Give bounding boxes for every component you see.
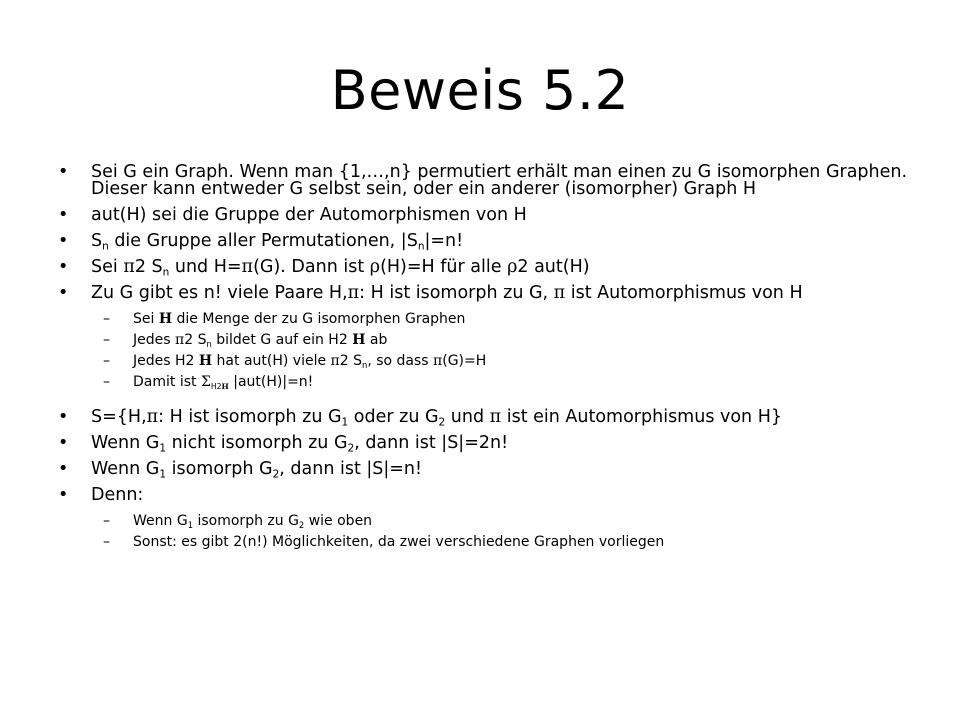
subbullet-each-h: – Jedes H2 H hat aut(H) viele π2 $S_n$, so dass π(G)=H	[58, 353, 918, 369]
subbullet-otherwise: – Sonst: es gibt 2(n!) Möglichkeiten, da zwei verschiedene Graphen vorliegen	[58, 534, 918, 550]
bullet-set-s: • S={H,π: H ist isomorph zu $G_1$ oder zu $G_2$ und π ist ein Automorphismus von H}	[58, 409, 918, 426]
subbullet-each-pi: – Jedes π2 $S_n$ bildet G auf ein H2 H ab	[58, 332, 918, 348]
subbullet-as-above: – Wenn $G_1$ isomorph zu $G_2$ wie oben	[58, 513, 918, 529]
bullet-aut-group: • aut(H) sei die Gruppe der Automorphismen von H	[58, 207, 918, 224]
subbullet-sum: – Damit ist $\Sigma_{H2H}$ |aut(H)|=n!	[58, 374, 918, 390]
bullet-not-isomorphic: • Wenn $G_1$ nicht isomorph zu $G_2$, dann ist |S|=2n!	[58, 435, 918, 452]
subbullet-set-h: – Sei H die Menge der zu G isomorphen Graphen	[58, 311, 918, 327]
bullet-graph-permutation: • Sei G ein Graph. Wenn man {1,…,n} permutiert erhält man einen zu G isomorphen Graphen. Dieser kann entweder G selbst sein, oder ein anderer (isomorpher) Graph H	[58, 164, 918, 198]
slide-content	[58, 164, 918, 555]
bullet-pi-rho: • Sei π2 $S_n$ und H=π(G). Dann ist ρ(H)=H für alle ρ2 aut(H)	[58, 259, 918, 276]
bullet-symmetric-group: • $S_n$ die Gruppe aller Permutationen, $|S_n|=n$!	[58, 233, 918, 250]
bullet-pairs: • Zu G gibt es n! viele Paare H,π: H ist isomorph zu G, π ist Automorphismus von H	[58, 285, 918, 302]
bullet-denn: • Denn:	[58, 487, 918, 504]
slide-title: Beweis 5.2	[330, 59, 630, 122]
bullet-isomorphic: • Wenn $G_1$ isomorph $G_2$, dann ist |S|=n!	[58, 461, 918, 478]
